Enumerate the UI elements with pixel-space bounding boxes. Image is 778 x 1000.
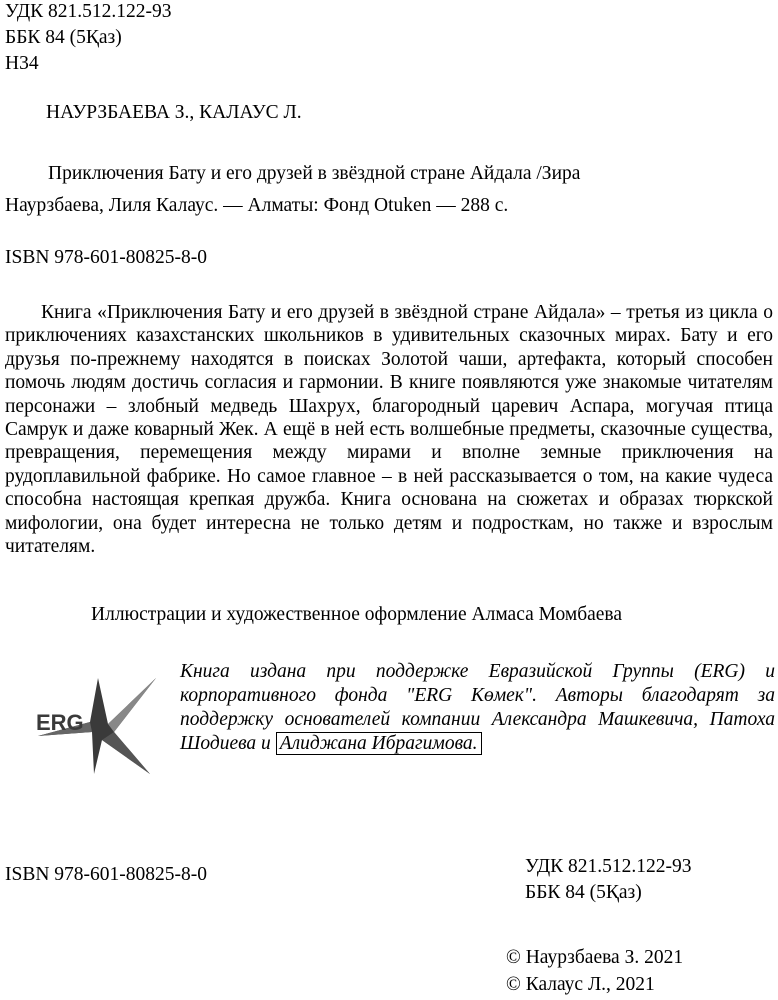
bibliographic-line-1: Приключения Бату и его друзей в звёздной стране Айдала /Зира [48, 163, 581, 184]
erg-logo-text: ERG [36, 710, 84, 735]
bbk-code: ББК 84 (5Қаз) [5, 27, 122, 48]
authors-heading: НАУРЗБАЕВА З., КАЛАУС Л. [46, 102, 302, 123]
author-mark: Н34 [5, 53, 39, 74]
isbn-top: ISBN 978-601-80825-8-0 [5, 247, 208, 268]
bibliographic-line-2: Наурзбаева, Лиля Калаус. — Алматы: Фонд Otuken — 288 с. [5, 195, 509, 216]
annotation-paragraph: Книга «Приключения Бату и его друзей в звёздной стране Айдала» – третья из цикла о приключениях казахстанских школьников в удивительных сказочных мирах. Бату и его друзья по-прежнему находятся в поисках Золотой чаши, артефакта, который способен помочь людям достичь согласия и гармонии. В книге появляются уже знакомые читателям персонажи – злобный медведь Шахрух, благородный царевич Аспара, могучая птица Самрук и даже коварный Жек. А ещё в ней есть волшебные предметы, сказочные существа, превращения, перемещения между мирами и вполне земные приключения на рудоплавильной фабрике. Но самое главное – в ней рассказывается о том, на какие чудеса способна настоящая крепкая дружба. Книга основана на сюжетах и образах тюркской мифологии, она будет интересна не только детям и подросткам, но также и взрослым читателям. [5, 302, 773, 558]
support-highlight: Алиджана Ибрагимова. [276, 732, 482, 755]
copyright-2: © Калаус Л., 2021 [506, 974, 655, 995]
illustrations-credit: Иллюстрации и художественное оформление Алмаса Момбаева [91, 604, 623, 625]
footer-isbn: ISBN 978-601-80825-8-0 [5, 864, 208, 885]
footer-bbk: ББК 84 (5Қаз) [525, 882, 642, 903]
erg-logo [36, 676, 166, 776]
support-text: Книга издана при поддержке Евразийской Группы (ERG) и корпоративного фонда "ERG Көмек". Авторы благодарят за поддержку основателей компании Александра Машкевича, Патоха Шодиева и [180, 661, 775, 754]
udk-code: УДК 821.512.122-93 [5, 1, 172, 22]
copyright-1: © Наурзбаева З. 2021 [506, 947, 684, 968]
footer-udk: УДК 821.512.122-93 [525, 856, 692, 877]
support-note [180, 660, 775, 756]
